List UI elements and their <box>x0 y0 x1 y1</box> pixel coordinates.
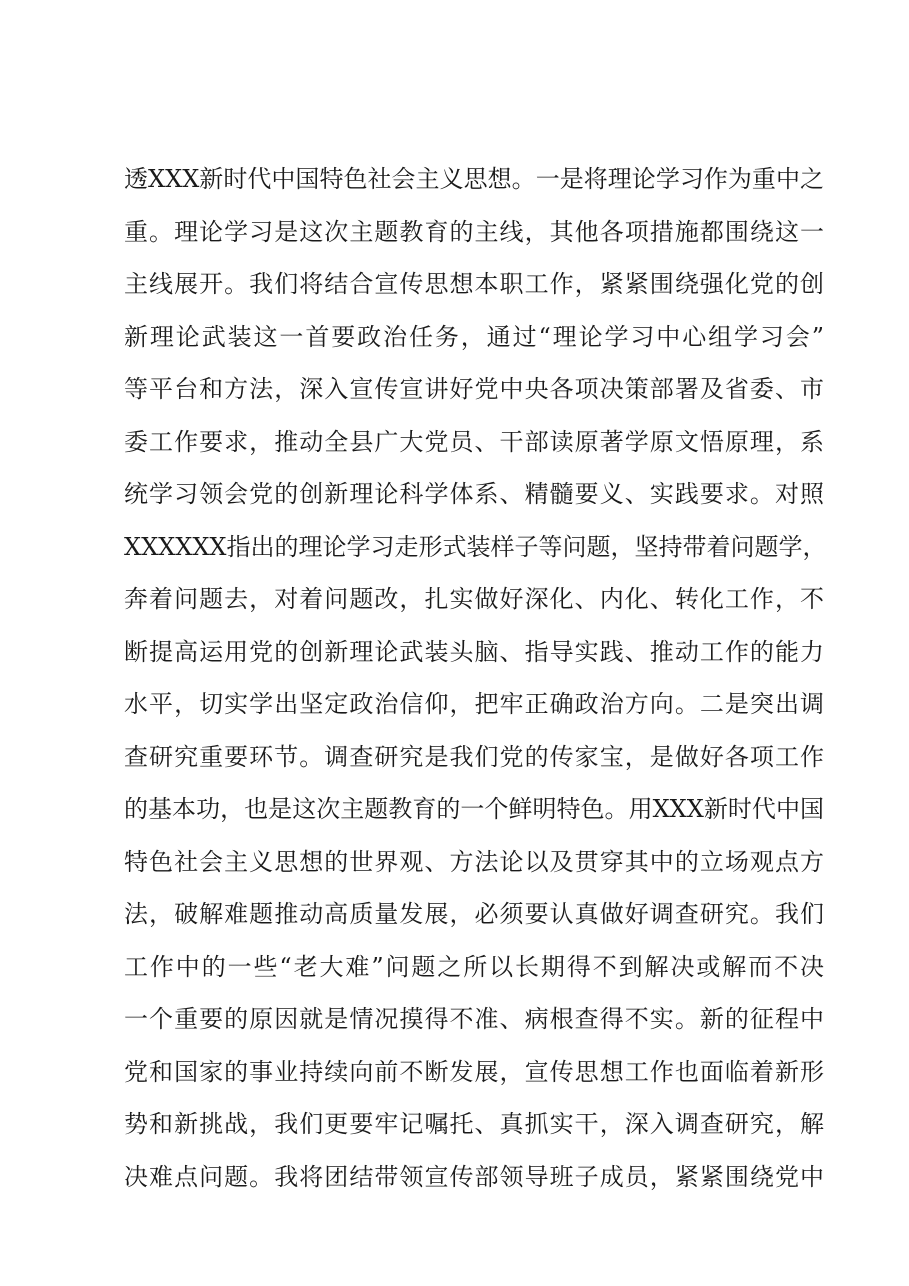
text-line: 一个重要的原因就是情况摸得不准、病根查得不实。新的征程中 <box>124 1005 824 1033</box>
text-line: 决难点问题。我将团结带领宣传部领导班子成员，紧紧围绕党中 <box>124 1162 824 1191</box>
text-line: 党和国家的事业持续向前不断发展，宣传思想工作也面临着新形 <box>124 1057 824 1086</box>
text-line: 法，破解难题推动高质量发展，必须要认真做好调查研究。我们 <box>124 900 824 928</box>
text-line: 势和新挑战，我们更要牢记嘱托、真抓实干，深入调查研究，解 <box>124 1110 824 1138</box>
text-line: 水平，切实学出坚定政治信仰，把牢正确政治方向。二是突出调 <box>124 690 824 718</box>
text-line: 新理论武装这一首要政治任务，通过“理论学习中心组学习会” <box>124 322 824 351</box>
text-line: 等平台和方法，深入宣传宣讲好党中央各项决策部署及省委、市 <box>124 375 824 403</box>
text-line: 查研究重要环节。调查研究是我们党的传家宝，是做好各项工作 <box>124 742 824 771</box>
text-line: 奔着问题去，对着问题改，扎实做好深化、内化、转化工作，不 <box>124 585 824 613</box>
text-line: 统学习领会党的创新理论科学体系、精髓要义、实践要求。对照 <box>124 480 824 508</box>
text-line: 重。理论学习是这次主题教育的主线，其他各项措施都围绕这一 <box>124 217 824 246</box>
text-line: 透XXX新时代中国特色社会主义思想。一是将理论学习作为重中之 <box>124 165 824 193</box>
text-line: XXXXXX指出的理论学习走形式装样子等问题，坚持带着问题学， <box>124 532 827 561</box>
text-line: 特色社会主义思想的世界观、方法论以及贯穿其中的立场观点方 <box>124 847 824 876</box>
text-line: 工作中的一些“老大难”问题之所以长期得不到解决或解而不决 <box>124 952 824 981</box>
text-line: 主线展开。我们将结合宣传思想本职工作，紧紧围绕强化党的创 <box>124 270 824 298</box>
text-line: 的基本功，也是这次主题教育的一个鲜明特色。用XXX新时代中国 <box>124 795 824 823</box>
body-paragraph <box>124 153 827 1203</box>
text-line: 断提高运用党的创新理论武装头脑、指导实践、推动工作的能力 <box>124 637 824 666</box>
text-line: 委工作要求，推动全县广大党员、干部读原著学原文悟原理，系 <box>124 427 824 456</box>
